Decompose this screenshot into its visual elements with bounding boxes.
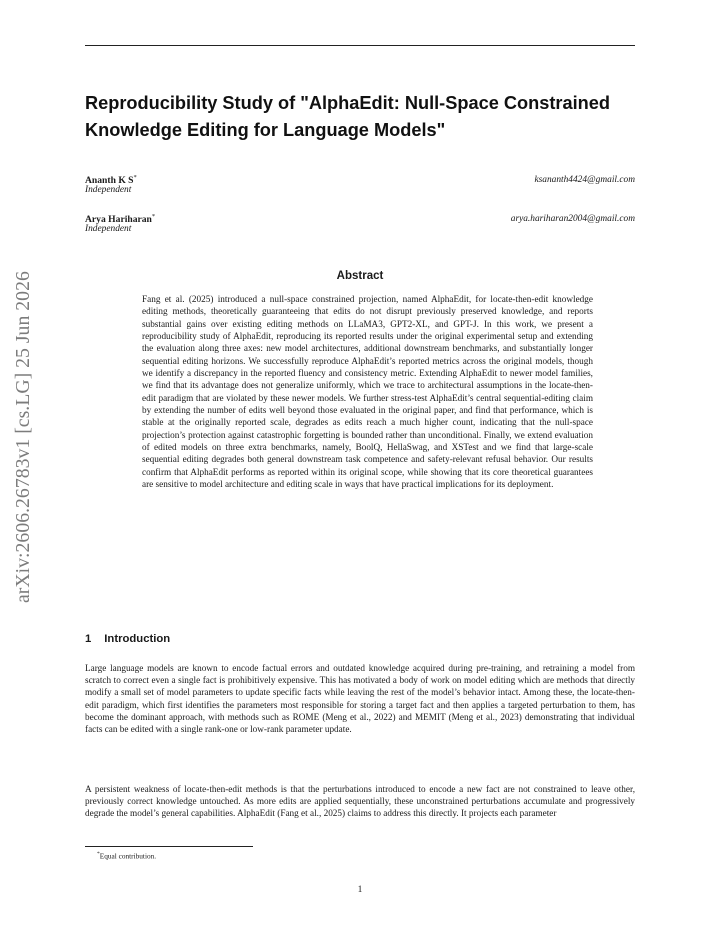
paper-title: Reproducibility Study of "AlphaEdit: Null-Space Constrained Knowledge Editing for Language Models"	[85, 93, 610, 140]
section-heading	[85, 633, 170, 645]
author-affiliation-1: Independent	[85, 185, 132, 195]
page-number: 1	[357, 885, 363, 895]
intro-paragraph-2: A persistent weakness of locate-then-edit methods is that the perturbations introduced to encode a new fact are not constrained to leave other, previously correct knowledge untouched. As more edits are applied sequentially, these unconstrained perturbations accumulate and progressively degrade the model’s general capabilities. AlphaEdit (Fang et al., 2025) claims to address this directly. It projects each parameter	[85, 784, 635, 819]
footnote	[97, 851, 156, 860]
intro-paragraph-1: Large language models are known to encode factual errors and outdated knowledge acquired during pre-training, and retraining a model from scratch to correct even a single fact is prohibitively expensive. This has motivated a body of work on model editing which are methods that directly modify a small set of model parameters to update specific facts while leaving the rest of the model’s behavior intact. Among these, the locate-then-edit paradigm, which first identifies the parameters most responsible for storing a target fact and then applies a targeted perturbation to them, has become the dominant approach, with methods such as ROME (Meng et al., 2022) and MEMIT (Meng et al., 2023) demonstrating that individual facts can be edited with a single rank-one or low-rank parameter update.	[85, 663, 635, 735]
author-email-2: arya.hariharan2004@gmail.com	[510, 214, 635, 224]
author-mark-2: *	[151, 213, 156, 220]
top-rule	[85, 45, 635, 46]
author-affiliation-2: Independent	[85, 224, 132, 234]
author-name-1: Ananth K S*	[85, 174, 137, 187]
abstract-text: Fang et al. (2025) introduced a null-space constrained projection, named AlphaEdit, for locate-then-edit knowledge editing methods, theoretically guaranteeing that edits do not disrupt previously preserved knowledge, and reports substantial gains over existing editing methods on LLaMA3, GPT2-XL, and GPT-J. In this work, we present a reproducibility study of AlphaEdit, reproducing its reported results under the original experimental setup and extending the evaluation along three axes: new model architectures, additional downstream benchmarks, and substantially longer sequential editing horizons. We successfully reproduce AlphaEdit’s reported metrics across the original models, though we identify a discrepancy in the reported fluency and consistency metric. Extending AlphaEdit to newer model families, we find that its advantage does not generalize uniformly, which we trace to architectural assumptions in the locate-then-edit paradigm that are violated by these newer models. We further stress-test AlphaEdit’s central sequential-editing claim by extending the number of edits well beyond those evaluated in the original paper, and find that performance, which is stable at the originally reported scale, degrades as edits reach a much higher count, indicating that the null-space projection’s protection against catastrophic forgetting is bounded rather than unconditional. Finally, we extend evaluation of edited models on three extra benchmarks, namely, BoolQ, HellaSwag, and XSTest and we find that large-scale sequential editing degrades both general downstream task competence and safety-relevant refusal behavior. Our results confirm that AlphaEdit performs as reported within its original scope, while showing that its core theoretical guarantees are sensitive to model architecture and editing scale in ways that have practical implications for its deployment.	[142, 294, 593, 490]
author-mark-1: *	[133, 174, 137, 181]
footnote-rule	[85, 846, 253, 847]
section-title: Introduction	[104, 633, 171, 645]
author-email-1: ksananth4424@gmail.com	[534, 175, 635, 185]
arxiv-identifier: arXiv:2606.26783v1 [cs.LG] 25 Jun 2026	[12, 271, 34, 603]
author-name-2: Arya Hariharan*	[85, 213, 156, 226]
footnote-text: Equal contribution.	[99, 851, 157, 861]
section-number: 1	[85, 633, 92, 645]
abstract-heading: Abstract	[336, 270, 384, 282]
footnote-mark: *	[97, 851, 100, 857]
